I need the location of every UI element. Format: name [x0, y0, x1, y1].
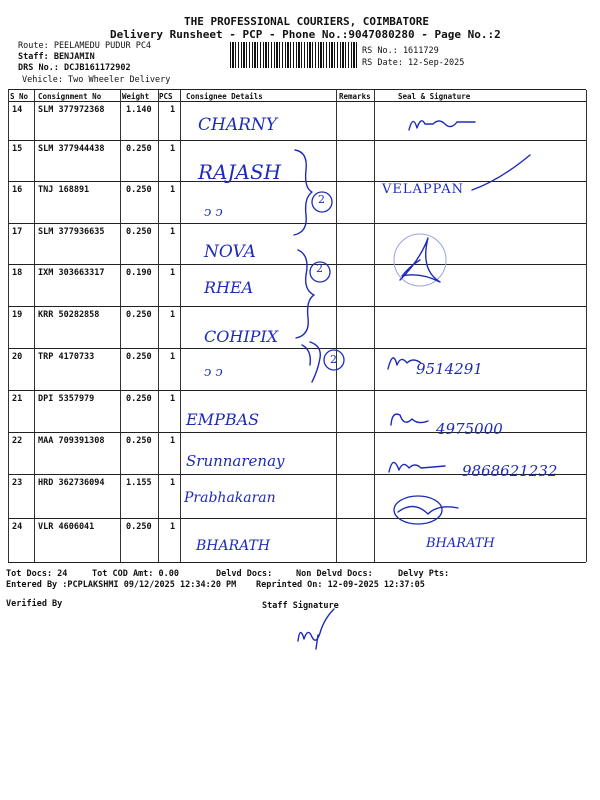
row-divider: [8, 390, 586, 391]
col-divider: [586, 90, 587, 562]
row-pcs: 1: [170, 478, 176, 488]
row-divider: [8, 518, 586, 519]
col-header-remarks: Remarks: [339, 92, 371, 101]
row-pcs: 1: [170, 227, 176, 237]
signature-image: [385, 450, 465, 480]
row-pcs: 1: [170, 268, 176, 278]
row-weight: 0.250: [126, 436, 152, 446]
row-weight: 0.250: [126, 185, 152, 195]
bracket-mark: [308, 340, 348, 390]
verified-by-label: Verified By: [6, 599, 63, 609]
entered-by: Entered By :PCPLAKSHMI 09/12/2025 12:34:20 PM: [6, 580, 237, 590]
rs-date: RS Date: 12-Sep-2025: [362, 58, 465, 68]
handwritten-consignee: BHARATH: [196, 538, 271, 554]
row-serial-no: 19: [12, 310, 23, 320]
vehicle-text: Vehicle: Two Wheeler Delivery: [22, 75, 171, 85]
row-weight: 1.155: [126, 478, 152, 488]
delivered-docs: Delvd Docs:: [216, 569, 273, 579]
row-consignment-no: VLR 4606041: [38, 522, 95, 532]
handwritten-consignee: ↄ ↄ: [204, 205, 223, 220]
col-divider: [8, 90, 9, 562]
row-weight: 0.250: [126, 310, 152, 320]
row-pcs: 1: [170, 185, 176, 195]
row-consignment-no: TRP 4170733: [38, 352, 95, 362]
col-divider: [120, 90, 121, 562]
drs-text: DRS No.: DCJB161172902: [18, 63, 131, 73]
handwritten-consignee: Srunnarenay: [186, 452, 285, 470]
stamp-signature: [380, 230, 460, 300]
handwritten-consignee: EMPBAS: [186, 410, 260, 429]
col-divider: [34, 90, 35, 562]
handwritten-consignee: ↄ ↄ: [204, 365, 223, 380]
rs-no: RS No.: 1611729: [362, 46, 439, 56]
circled-count: 2: [318, 193, 325, 206]
row-pcs: 1: [170, 310, 176, 320]
signature-text: BHARATH: [426, 536, 495, 551]
staff-signature-label: Staff Signature: [262, 601, 339, 611]
col-header-weight: Weight: [122, 92, 150, 101]
row-serial-no: 21: [12, 394, 23, 404]
handwritten-consignee: NOVA: [204, 242, 256, 262]
handwritten-consignee: RHEA: [204, 278, 254, 297]
row-serial-no: 23: [12, 478, 23, 488]
total-docs: Tot Docs: 24: [6, 569, 68, 579]
table-top-border: [8, 89, 586, 90]
row-serial-no: 24: [12, 522, 23, 532]
row-weight: 0.250: [126, 522, 152, 532]
row-consignment-no: KRR 50282858: [38, 310, 100, 320]
row-serial-no: 22: [12, 436, 23, 446]
row-weight: 0.250: [126, 394, 152, 404]
row-serial-no: 14: [12, 105, 23, 115]
col-header-consignee: Consignee Details: [186, 92, 263, 101]
row-consignment-no: DPI 5357979: [38, 394, 95, 404]
row-serial-no: 15: [12, 144, 23, 154]
staff-signature-image: [290, 605, 350, 655]
row-serial-no: 17: [12, 227, 23, 237]
signature-image: [470, 150, 550, 200]
row-consignment-no: HRD 362736094: [38, 478, 105, 488]
handwritten-consignee: Prabhakaran: [184, 490, 276, 506]
col-divider: [374, 90, 375, 562]
delivery-points: Delvy Pts:: [398, 569, 450, 579]
staff-text: Staff: BENJAMIN: [18, 52, 95, 62]
col-divider: [158, 90, 159, 562]
row-consignment-no: SLM 377936635: [38, 227, 105, 237]
barcode: [230, 42, 358, 68]
signature-image: [388, 490, 468, 530]
header-divider: [8, 101, 586, 102]
signature-text: 9514291: [416, 360, 483, 378]
row-serial-no: 18: [12, 268, 23, 278]
signature-text: VELAPPAN: [382, 182, 464, 197]
row-weight: 0.250: [126, 227, 152, 237]
circled-count: 2: [330, 353, 337, 366]
non-delivered-docs: Non Delvd Docs:: [296, 569, 373, 579]
row-pcs: 1: [170, 144, 176, 154]
runsheet-subtitle: Delivery Runsheet - PCP - Phone No.:9047080280 - Page No.:2: [110, 28, 501, 41]
row-weight: 0.250: [126, 352, 152, 362]
circled-count: 2: [316, 262, 323, 275]
handwritten-consignee: CHARNY: [198, 115, 278, 135]
signature-image: [388, 405, 438, 435]
col-header-consignment: Consignment No: [38, 92, 102, 101]
signature-image: [405, 110, 495, 140]
row-weight: 0.250: [126, 144, 152, 154]
row-weight: 0.190: [126, 268, 152, 278]
row-pcs: 1: [170, 394, 176, 404]
row-pcs: 1: [170, 436, 176, 446]
row-serial-no: 16: [12, 185, 23, 195]
row-serial-no: 20: [12, 352, 23, 362]
signature-text: 4975000: [436, 420, 503, 438]
company-title: THE PROFESSIONAL COURIERS, COIMBATORE: [184, 15, 430, 28]
row-consignment-no: IXM 303663317: [38, 268, 105, 278]
total-cod: Tot COD Amt: 0.00: [92, 569, 179, 579]
handwritten-consignee: COHIPIX: [204, 327, 279, 346]
handwritten-consignee: RAJASH: [198, 160, 282, 184]
signature-text: 9868621232: [462, 462, 558, 480]
col-header-signature: Seal & Signature: [398, 92, 471, 101]
route-text: Route: PEELAMEDU PUDUR PC4: [18, 41, 152, 51]
row-consignment-no: MAA 709391308: [38, 436, 105, 446]
col-header-pcs: PCS: [159, 92, 173, 101]
row-consignment-no: SLM 377972368: [38, 105, 105, 115]
table-bottom-border: [8, 562, 586, 563]
row-consignment-no: TNJ 168891: [38, 185, 90, 195]
row-weight: 1.140: [126, 105, 152, 115]
row-pcs: 1: [170, 522, 176, 532]
reprinted-on: Reprinted On: 12-09-2025 12:37:05: [256, 580, 425, 590]
row-pcs: 1: [170, 105, 176, 115]
col-divider: [180, 90, 181, 562]
col-header-sno: S No: [10, 92, 29, 101]
row-consignment-no: SLM 377944438: [38, 144, 105, 154]
row-pcs: 1: [170, 352, 176, 362]
